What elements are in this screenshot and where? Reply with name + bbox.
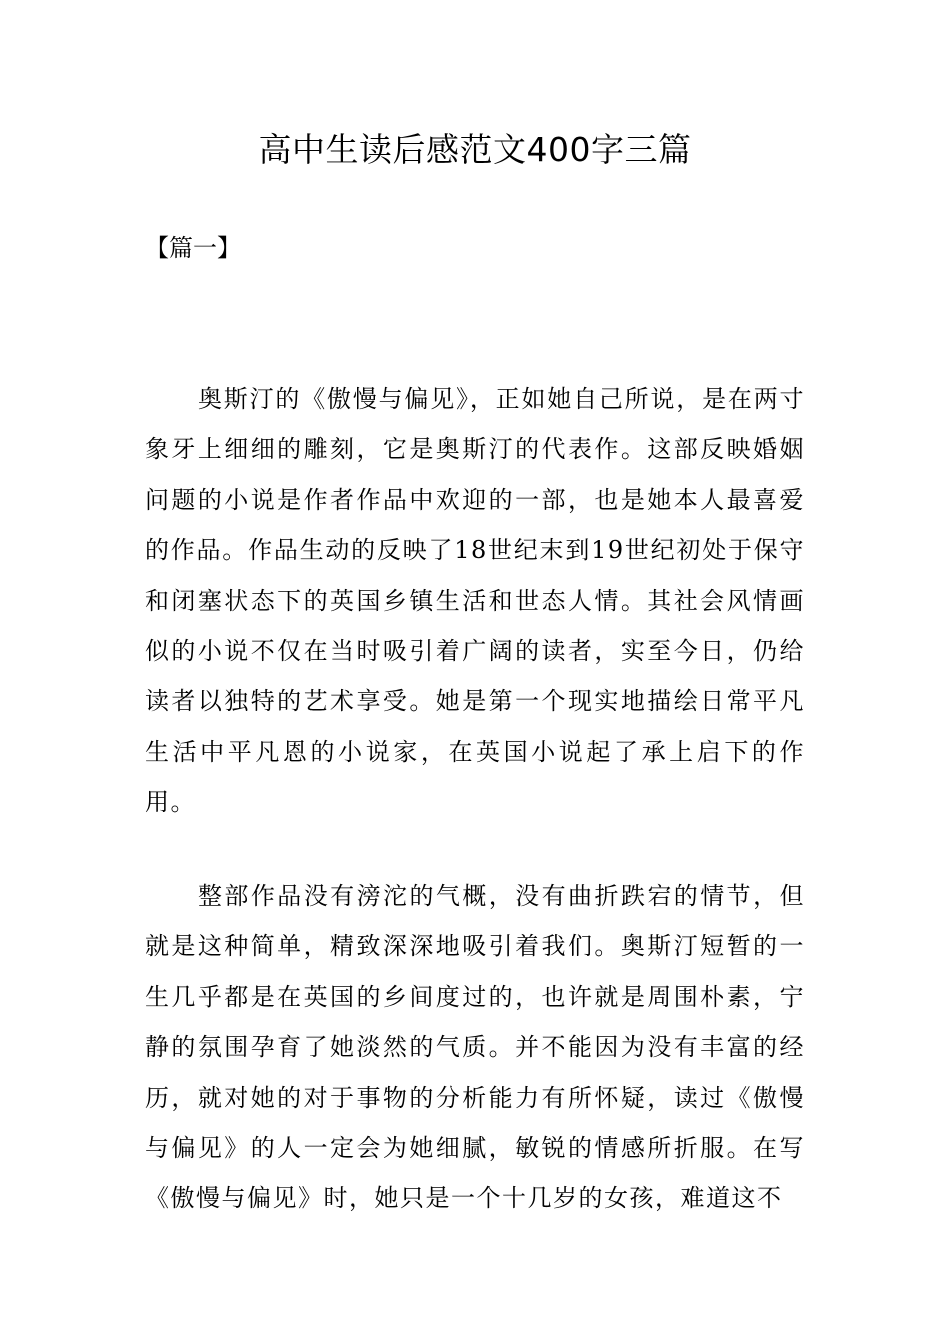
- document-title: 高中生读后感范文400字三篇: [258, 130, 692, 169]
- paragraph-1: 奥斯汀的《傲慢与偏见》，正如她自己所说，是在两寸象牙上细细的雕刻，它是奥斯汀的代表作。这部反映婚姻问题的小说是作者作品中欢迎的一部，也是她本人最喜爱的作品。作品生动的反映了18世纪末到19世纪初处于保守和闭塞状态下的英国乡镇生活和世态人情。其社会风情画似的小说不仅在当时吸引着广阔的读者，实至今日，仍给读者以独特的艺术享受。她是第一个现实地描绘日常平凡生活中平凡恩的小说家，在英国小说起了承上启下的作用。: [145, 385, 805, 817]
- section-label: 【篇一】: [145, 234, 241, 262]
- paragraph-2: 整部作品没有滂沱的气概，没有曲折跌宕的情节，但就是这种简单，精致深深地吸引着我们。奥斯汀短暂的一生几乎都是在英国的乡间度过的，也许就是周围朴素，宁静的氛围孕育了她淡然的气质。并不能因为没有丰富的经历，就对她的对于事物的分析能力有所怀疑，读过《傲慢与偏见》的人一定会为她细腻，敏锐的情感所折服。在写《傲慢与偏见》时，她只是一个十几岁的女孩，难道这不: [145, 882, 805, 1213]
